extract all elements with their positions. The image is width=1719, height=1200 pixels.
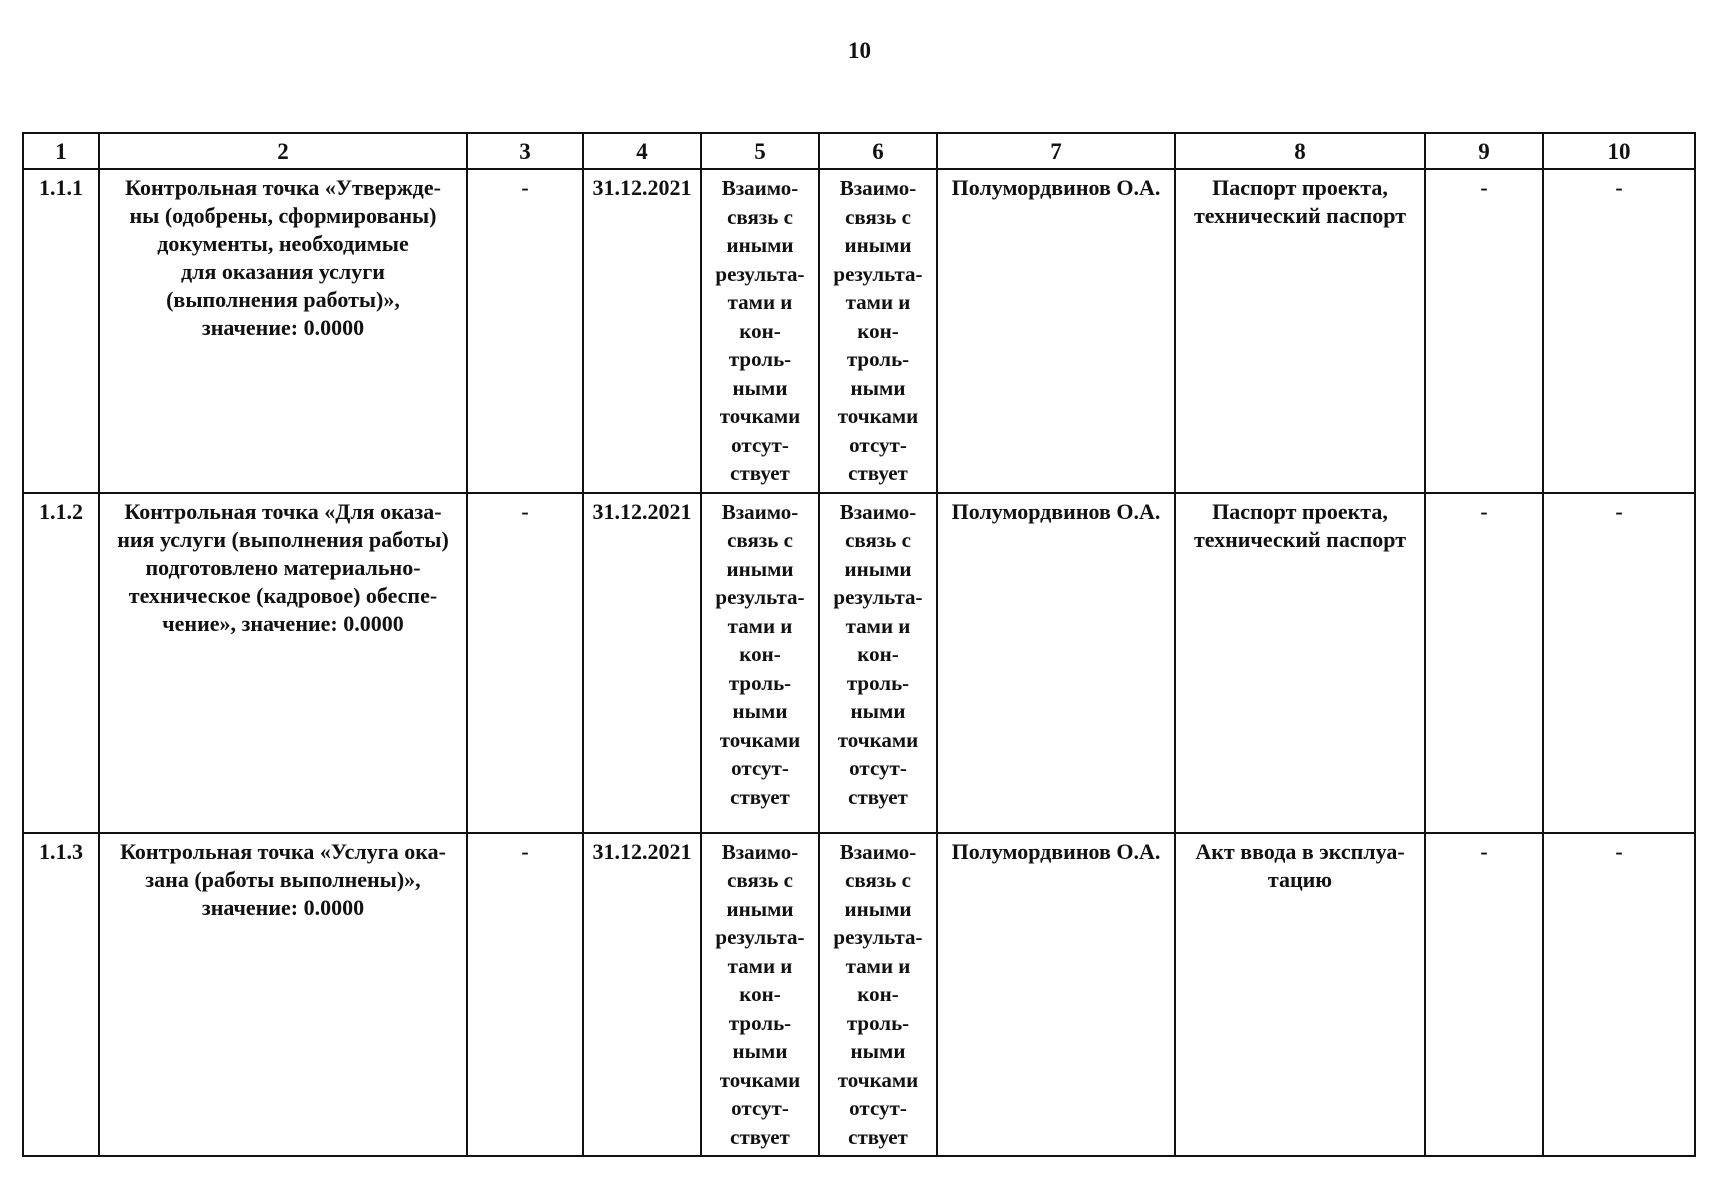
page-number: 10 — [848, 38, 871, 63]
row-number: 1.1.2 — [23, 493, 99, 833]
header-row — [23, 133, 1695, 169]
table-row — [23, 833, 1695, 1157]
document-type: Паспорт проекта, технический паспорт — [1175, 493, 1425, 833]
table-row — [23, 169, 1695, 493]
col9-value: - — [1425, 833, 1543, 1157]
col9-value: - — [1425, 493, 1543, 833]
header-col-2: 2 — [99, 133, 467, 169]
col3-value: - — [467, 169, 583, 493]
control-point-name: Контрольная точка «Для оказа- ния услуги (выполнения работы) подготовлено материально- техническое (кадровое) обеспе- чение», значение: 0.0000 — [99, 493, 467, 833]
col3-value: - — [467, 493, 583, 833]
header-col-4: 4 — [583, 133, 701, 169]
header-col-5: 5 — [701, 133, 819, 169]
control-point-name: Контрольная точка «Услуга ока- зана (работы выполнены)», значение: 0.0000 — [99, 833, 467, 1157]
relation-note: Взаимо- связь с иными результа- тами и кон- троль- ными точками отсут- ствует — [819, 833, 937, 1157]
col10-value: - — [1543, 833, 1695, 1157]
relation-note: Взаимо- связь с иными результа- тами и кон- троль- ными точками отсут- ствует — [819, 169, 937, 493]
row-number: 1.1.3 — [23, 833, 99, 1157]
relation-note: Взаимо- связь с иными результа- тами и кон- троль- ными точками отсут- ствует — [701, 169, 819, 493]
responsible-person: Полумордвинов О.А. — [937, 833, 1175, 1157]
document-type: Акт ввода в эксплуа- тацию — [1175, 833, 1425, 1157]
date-value: 31.12.2021 — [583, 833, 701, 1157]
responsible-person: Полумордвинов О.А. — [937, 493, 1175, 833]
header-col-9: 9 — [1425, 133, 1543, 169]
header-col-6: 6 — [819, 133, 937, 169]
table-row — [23, 493, 1695, 833]
relation-note: Взаимо- связь с иными результа- тами и кон- троль- ными точками отсут- ствует — [701, 493, 819, 833]
header-col-8: 8 — [1175, 133, 1425, 169]
col3-value: - — [467, 833, 583, 1157]
col10-value: - — [1543, 169, 1695, 493]
col10-value: - — [1543, 493, 1695, 833]
responsible-person: Полумордвинов О.А. — [937, 169, 1175, 493]
control-points-table — [22, 132, 1696, 1157]
date-value: 31.12.2021 — [583, 169, 701, 493]
header-col-10: 10 — [1543, 133, 1695, 169]
relation-note: Взаимо- связь с иными результа- тами и кон- троль- ными точками отсут- ствует — [701, 833, 819, 1157]
date-value: 31.12.2021 — [583, 493, 701, 833]
header-col-7: 7 — [937, 133, 1175, 169]
header-col-1: 1 — [23, 133, 99, 169]
document-type: Паспорт проекта, технический паспорт — [1175, 169, 1425, 493]
header-col-3: 3 — [467, 133, 583, 169]
row-number: 1.1.1 — [23, 169, 99, 493]
col9-value: - — [1425, 169, 1543, 493]
control-point-name: Контрольная точка «Утвержде- ны (одобрены, сформированы) документы, необходимые для оказания услуги (выполнения работы)», значение: 0.0000 — [99, 169, 467, 493]
relation-note: Взаимо- связь с иными результа- тами и кон- троль- ными точками отсут- ствует — [819, 493, 937, 833]
